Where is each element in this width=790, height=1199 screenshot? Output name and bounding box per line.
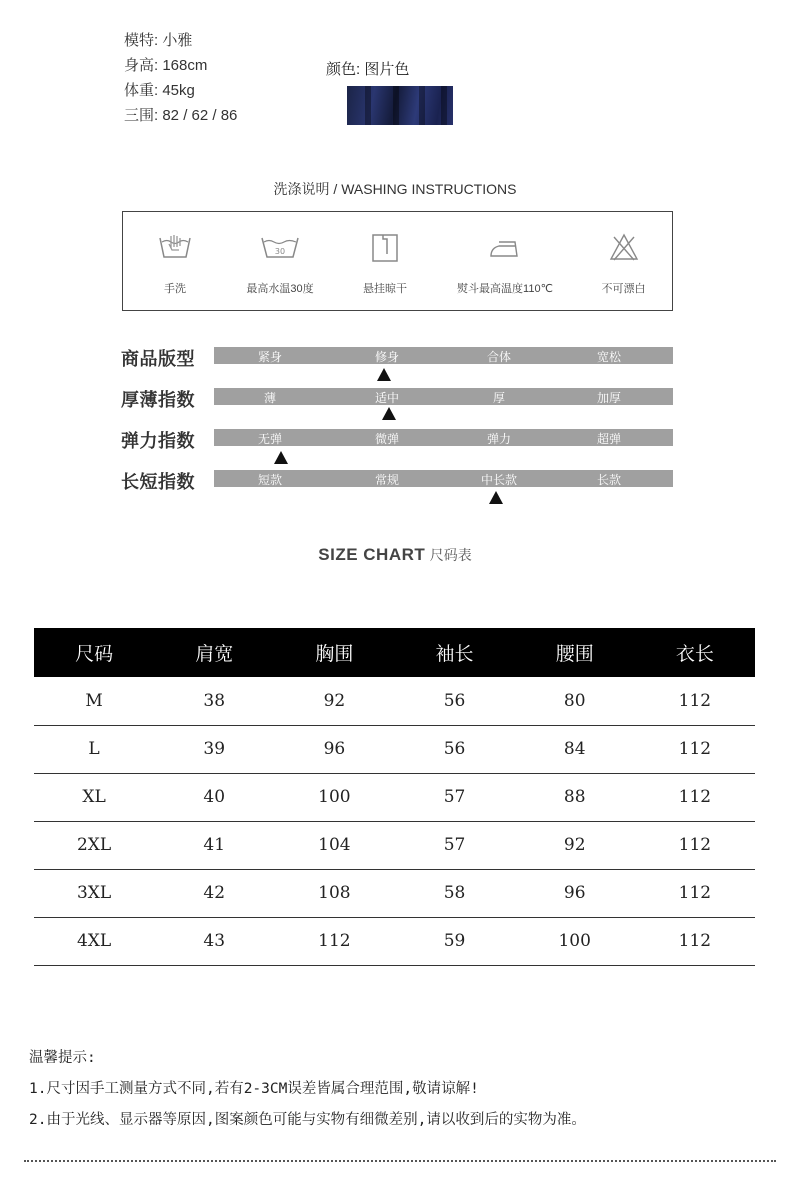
table-cell: 57 — [394, 773, 514, 821]
table-cell: 41 — [154, 821, 274, 869]
index-bar-elasticity — [214, 429, 673, 446]
wash-30-icon — [259, 232, 301, 262]
table-cell: 96 — [515, 869, 635, 917]
selected-arrow-thickness — [382, 407, 396, 420]
table-cell: 2XL — [34, 821, 154, 869]
model-weight-row — [124, 78, 237, 103]
washing-title: 洗涤说明 / WASHING INSTRUCTIONS — [273, 181, 517, 197]
model-name-value: 小雅 — [162, 32, 193, 49]
wash-label-no-bleach: 不可漂白 — [601, 283, 646, 295]
index-option: 加厚 — [596, 391, 621, 405]
table-row — [34, 677, 755, 725]
table-cell: 59 — [394, 917, 514, 965]
model-name-row — [124, 28, 237, 53]
table-cell: 42 — [154, 869, 274, 917]
color-swatch — [347, 86, 453, 125]
notes-item: 1.尺寸因手工测量方式不同,若有2-3CM误差皆属合理范围,敬请谅解! — [29, 1081, 479, 1097]
index-bar-thickness — [214, 388, 673, 405]
table-cell: 56 — [394, 677, 514, 725]
wash-item-iron — [437, 212, 573, 310]
selected-arrow-fit — [377, 368, 391, 381]
index-option: 修身 — [374, 350, 399, 364]
model-height-label: 身高: — [124, 57, 159, 74]
table-cell: 112 — [635, 677, 755, 725]
color-label: 颜色: 图片色 — [326, 61, 410, 78]
wash-label-iron: 熨斗最高温度110℃ — [457, 283, 553, 295]
table-cell: 112 — [274, 917, 394, 965]
header-length: 衣长 — [635, 628, 755, 677]
header-shoulder: 肩宽 — [154, 628, 274, 677]
size-table — [34, 628, 755, 966]
table-cell: 92 — [274, 677, 394, 725]
index-label-fit: 商品版型 — [121, 349, 195, 369]
table-cell: L — [34, 725, 154, 773]
table-cell: 112 — [635, 869, 755, 917]
model-info — [124, 28, 237, 128]
hand-wash-icon — [157, 232, 193, 262]
table-cell: 112 — [635, 917, 755, 965]
table-row — [34, 917, 755, 965]
index-option: 微弹 — [374, 432, 399, 446]
size-chart-title-en: SIZE CHART — [318, 545, 426, 564]
index-label-length: 长短指数 — [121, 472, 195, 492]
index-option: 长款 — [596, 473, 621, 487]
index-option: 紧身 — [257, 350, 282, 364]
notes-title: 温馨提示: — [29, 1050, 96, 1066]
header-size: 尺码 — [34, 628, 154, 677]
notes-item: 2.由于光线、显示器等原因,图案颜色可能与实物有细微差别,请以收到后的实物为准。 — [29, 1112, 586, 1128]
wash-item-hang-dry — [333, 212, 437, 310]
no-bleach-icon — [608, 232, 640, 262]
dotted-divider — [24, 1160, 776, 1162]
index-option: 适中 — [374, 391, 399, 405]
table-row — [34, 869, 755, 917]
hang-dry-icon — [370, 232, 400, 264]
wash-label-hang-dry: 悬挂晾干 — [363, 283, 407, 295]
model-weight-label: 体重: — [124, 82, 159, 99]
selected-arrow-length — [489, 491, 503, 504]
index-option: 薄 — [263, 391, 276, 405]
index-option: 中长款 — [480, 473, 517, 487]
index-label-elasticity: 弹力指数 — [121, 431, 195, 451]
table-cell: 57 — [394, 821, 514, 869]
model-measurements-label: 三围: — [124, 107, 159, 124]
table-cell: 43 — [154, 917, 274, 965]
table-cell: 88 — [515, 773, 635, 821]
header-chest: 胸围 — [274, 628, 394, 677]
svg-text:30: 30 — [274, 247, 286, 256]
table-cell: 96 — [274, 725, 394, 773]
size-chart-title — [0, 545, 790, 565]
table-cell: 112 — [635, 821, 755, 869]
size-chart-title-cn: 尺码表 — [429, 547, 472, 563]
table-cell: M — [34, 677, 154, 725]
index-option: 合体 — [486, 350, 511, 364]
table-cell: 3XL — [34, 869, 154, 917]
table-cell: 108 — [274, 869, 394, 917]
table-cell: 92 — [515, 821, 635, 869]
size-table-header — [34, 628, 755, 677]
table-cell: 84 — [515, 725, 635, 773]
header-waist: 腰围 — [515, 628, 635, 677]
header-sleeve: 袖长 — [394, 628, 514, 677]
wash-item-30-degree — [227, 212, 333, 310]
table-cell: XL — [34, 773, 154, 821]
index-label-thickness: 厚薄指数 — [121, 390, 195, 410]
table-cell: 104 — [274, 821, 394, 869]
table-row — [34, 773, 755, 821]
table-cell: 4XL — [34, 917, 154, 965]
model-measurements-value: 82 / 62 / 86 — [162, 107, 238, 124]
index-option: 厚 — [492, 391, 505, 405]
table-cell: 80 — [515, 677, 635, 725]
table-cell: 40 — [154, 773, 274, 821]
wash-label-30-degree: 最高水温30度 — [246, 283, 314, 295]
wash-label-hand-wash: 手洗 — [164, 283, 186, 295]
model-height-row — [124, 53, 237, 78]
model-name-label: 模特: — [124, 32, 159, 49]
washing-box — [122, 211, 673, 311]
table-row — [34, 821, 755, 869]
selected-arrow-elasticity — [274, 451, 288, 464]
table-cell: 58 — [394, 869, 514, 917]
wash-item-no-bleach — [573, 212, 674, 310]
table-cell: 39 — [154, 725, 274, 773]
index-bar-fit — [214, 347, 673, 364]
table-row — [34, 725, 755, 773]
index-option: 短款 — [257, 473, 282, 487]
model-measurements-row — [124, 103, 237, 128]
index-option: 无弹 — [257, 432, 282, 446]
model-weight-value: 45kg — [162, 82, 195, 99]
index-option: 超弹 — [596, 432, 621, 446]
table-cell: 112 — [635, 725, 755, 773]
table-cell: 100 — [274, 773, 394, 821]
index-option: 弹力 — [486, 432, 511, 446]
index-option: 宽松 — [596, 350, 621, 364]
table-cell: 100 — [515, 917, 635, 965]
wash-item-hand-wash — [123, 212, 227, 310]
iron-icon — [487, 232, 523, 262]
table-cell: 112 — [635, 773, 755, 821]
index-bar-length — [214, 470, 673, 487]
table-cell: 38 — [154, 677, 274, 725]
table-cell: 56 — [394, 725, 514, 773]
model-height-value: 168cm — [162, 57, 208, 74]
index-option: 常规 — [374, 473, 399, 487]
notes — [29, 1043, 586, 1136]
